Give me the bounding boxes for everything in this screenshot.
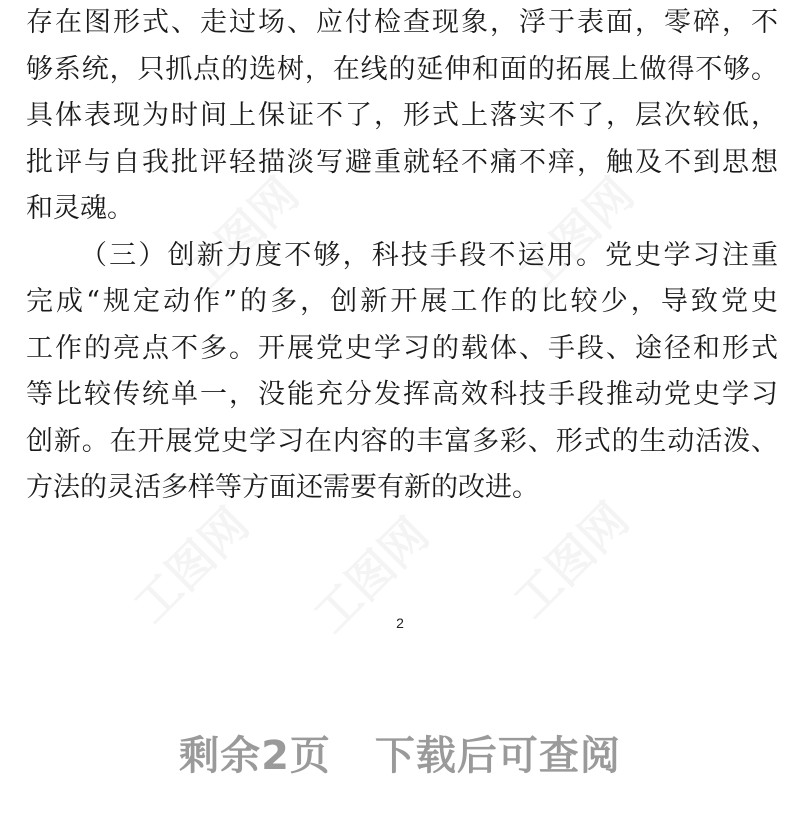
text-line: 存在图形式、走过场、应付检查现象，浮于表面，零碎，不 xyxy=(26,7,778,38)
body-text xyxy=(26,0,778,512)
download-to-view-label: 下载后可查阅 xyxy=(374,733,621,779)
remaining-pages-label: 剩余2页 xyxy=(179,733,331,779)
text-line: （三）创新力度不够，科技手段不运用。党史学习注重 xyxy=(80,239,778,271)
text-line: 够系统，只抓点的选树，在线的延伸和面的拓展上做得不够。 xyxy=(26,53,778,85)
text-line: 批评与自我批评轻描淡写避重就轻不痛不痒，触及不到思想 xyxy=(26,146,778,178)
download-banner[interactable] xyxy=(0,724,800,781)
text-line: 和灵魂。 xyxy=(26,193,134,224)
text-line: 创新。在开展党史学习在内容的丰富多彩、形式的生动活泼、 xyxy=(26,425,778,457)
text-line: 方法的灵活多样等方面还需要有新的改进。 xyxy=(26,472,539,503)
text-line: 完成“规定动作”的多，创新开展工作的比较少，导致党史 xyxy=(26,286,778,317)
text-line: 具体表现为时间上保证不了，形式上落实不了，层次较低， xyxy=(26,100,778,131)
page-number: 2 xyxy=(396,615,404,631)
watermark-3 xyxy=(117,491,261,635)
text-line: 等比较传统单一，没能充分发挥高效科技手段推动党史学习 xyxy=(26,379,778,410)
text-line: 工作的亮点不多。开展党史学习的载体、手段、途径和形式 xyxy=(26,332,778,364)
